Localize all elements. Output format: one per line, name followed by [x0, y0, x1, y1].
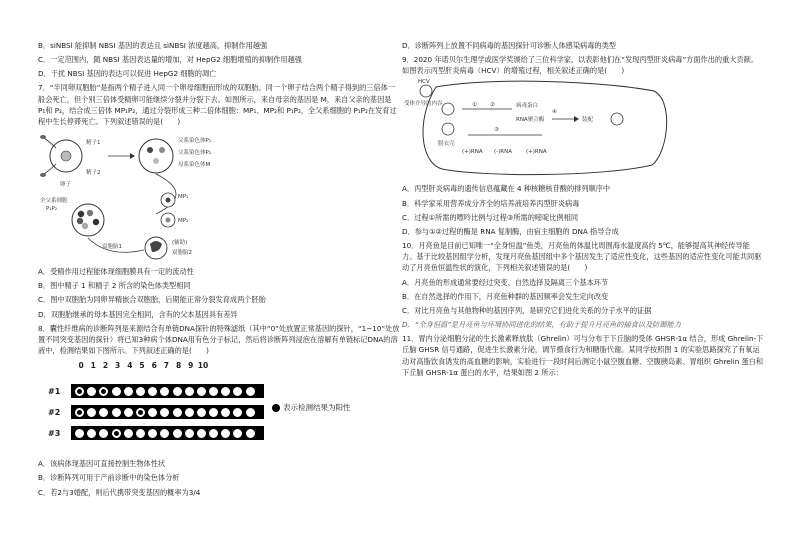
cell-mp2-label: MP₂: [178, 218, 189, 225]
plus-rna-1: (+)RNA: [462, 149, 483, 156]
all-father-label: 全父系细胞: [40, 198, 68, 205]
egg-label: 卵子: [60, 182, 72, 189]
q10-option-b: B．在自然选择的作用下，月亮鱼种群的基因频率会发生定向改变: [402, 291, 609, 301]
step3-label: ③: [494, 127, 499, 134]
negative-spot: [233, 429, 242, 438]
positive-spot: [75, 408, 84, 417]
twins1-label: 双胞胎1: [102, 244, 122, 251]
negative-spot: [173, 408, 182, 417]
q8-option-b: B．诊断阵列可用于产前诊断中的染色体分析: [38, 473, 180, 483]
positive-legend: [272, 402, 351, 414]
strip-number: 0: [78, 361, 84, 371]
negative-spot: [124, 387, 133, 396]
uncoat-label: 脱衣壳: [438, 141, 455, 148]
negative-spot: [209, 429, 218, 438]
twins2-label: 双胞胎2: [172, 250, 192, 257]
negative-spot: [173, 387, 182, 396]
strip-1: [71, 384, 264, 398]
negative-spot: [246, 387, 255, 396]
hcv-label: HCV: [418, 79, 430, 86]
q7-option-a: A．受精作用过程能体现细胞膜具有一定的流动性: [38, 267, 194, 277]
negative-spot: [87, 408, 96, 417]
positive-spot: [99, 387, 108, 396]
q9-stem: 9．2020 年诺贝尔生理学或医学奖颁给了三位科学家，以表彰他们在“发现丙型肝炎病毒”方面作出的重大贡献。如图表示丙型肝炎病毒（HCV）的增殖过程，相关叙述正确的是( ): [402, 55, 759, 76]
negative-spot: [136, 387, 145, 396]
legend-text: 表示检测结果为阳性: [283, 403, 351, 413]
strip-number: 9: [188, 361, 194, 371]
strip-label-3: #3: [48, 429, 61, 439]
cell-p1p2-label: P₁P₂: [46, 206, 58, 213]
strip-number: 1: [90, 361, 96, 371]
q9-option-c: C．过程①所需的嘌呤比例与过程③所需的嘧啶比例相同: [402, 212, 579, 222]
negative-spot: [197, 408, 206, 417]
negative-spot: [221, 408, 230, 417]
negative-spot: [87, 429, 96, 438]
strip-number: 4: [127, 361, 133, 371]
positive-dot-icon: [272, 404, 280, 412]
q10-stem: 10．月亮鱼是目前已知唯一“全身恒温”鱼类，月亮鱼的体温比周围海水温度高约 5℃，能够提高其神经传导能力。基于比较基因组学分析，发现月亮鱼基因组中多个基因发生了适应性变化，这些基因的适应性变化可能共同驱动了月亮鱼恒温性状的演化，下列相关叙述错误的是( ): [402, 241, 762, 273]
q7-stem: 7．“半同卵双胞胎”是指两个精子进入同一个卵母细胞而形成的双胞胎。同一个卵子结合两个精子得到的三倍体一般会死亡，但个别三倍体受精卵可能继续分裂并分裂下去。如图所示，来自母亲的基因是 M，来自父亲的基因是 P₁和 P₂，结合成三倍体 MP₁P₂，通过分裂形成三种二倍体细胞：MP₁、MP₂和 P₁P₂，全父系细胞的 P₁P₂在发育过程中生长停滞死亡。下列叙述错误的是( ): [38, 83, 397, 126]
q9-option-d: D．参与①②过程的酶是 RNA 复制酶，由宿主细胞的 DNA 指导合成: [402, 226, 619, 236]
negative-spot: [209, 387, 218, 396]
strip-3: [71, 426, 264, 440]
father-chr1-label: 父系染色体P₁: [178, 138, 212, 145]
q8-stem: 8．囊性纤维病的诊断阵列是来源结合有单链DNA探针的特殊滤纸（其中“0”处放置正常基因的探针，“1~10”处放置不同突变基因的探针）将已知3种病个体DNA用有色分子标记，然后将诊断阵列浸泡在溶解有单链标记DNA的溶液中，检测结果如下图所示。下列叙述正确的是( ): [38, 323, 400, 356]
negative-spot: [246, 408, 255, 417]
strip-number: 6: [151, 361, 157, 371]
strip-label-1: #1: [48, 387, 61, 397]
sperm2-label: 精子2: [86, 170, 101, 177]
q11-stem: 11．胃内分泌细胞分泌的生长激素释放肽（Ghrelin）可与分布于下丘脑的受体 GHSR-1α 结合，形成 Ghrelin-下丘脑 GHSR 信号通路，促进生长激素分泌，调节摄食行为和糖脂代谢。某同学按照图 1 的实验思路探究了有氧运动对高脂饮食诱发的高血糖的影响，实验进行一段时间后测定小鼠空腹血糖、空腹胰岛素、胃组织 Ghrelin 蛋白和下丘脑 GHSR-1α 蛋白的水平，结果如图 2 所示：: [402, 334, 764, 377]
negative-spot: [246, 429, 255, 438]
negative-spot: [160, 408, 169, 417]
negative-spot: [221, 387, 230, 396]
q10-option-a: A．月亮鱼的形成通常要经过突变、自然选择及隔离三个基本环节: [402, 277, 609, 287]
strip-number: 10: [197, 361, 209, 371]
negative-spot: [99, 429, 108, 438]
negative-spot: [209, 408, 218, 417]
strip-number: 2: [102, 361, 109, 371]
strip-number: 3: [115, 361, 121, 371]
q8-option-a: A．该病体现基因可直接控制生物体性状: [38, 459, 166, 469]
father-chr2-label: 父系染色体P₂: [178, 150, 212, 157]
assemble-label: 装配: [582, 117, 594, 124]
negative-spot: [160, 387, 169, 396]
negative-spot: [148, 387, 157, 396]
negative-spot: [197, 429, 206, 438]
negative-spot: [99, 408, 108, 417]
host-label: 受体介导的内吞: [404, 101, 443, 108]
strip-number: 5: [139, 361, 145, 371]
strip-label-2: #2: [48, 408, 61, 418]
q7-option-d: D．双胞胎继承的母本基因完全相同，含有的父本基因具有差异: [38, 309, 238, 319]
negative-spot: [173, 429, 182, 438]
negative-spot: [185, 387, 194, 396]
capsid-label: 病毒蛋白: [516, 103, 539, 110]
diagnostic-array-figure: [38, 360, 358, 452]
positive-spot: [112, 429, 121, 438]
negative-spot: [124, 429, 133, 438]
negative-spot: [136, 429, 145, 438]
step1-label: ①: [472, 102, 477, 109]
step4-label: ④: [552, 109, 557, 116]
negative-spot: [185, 408, 194, 417]
minus-rna: (-)RNA: [494, 149, 512, 156]
step2-label: ②: [490, 102, 495, 109]
negative-spot: [148, 408, 157, 417]
q10-option-c: C．对比月亮鱼与其他物种的基因序列，是研究它们进化关系的分子水平的证据: [402, 305, 652, 315]
q8-option-d: D．诊断阵列上放置不同病毒的基因探针可诊断人体感染病毒的类型: [402, 41, 616, 50]
enzyme-label: RNA聚合酶: [516, 117, 545, 124]
q6-option-d: D．干扰 NBSI 基因的表达可以促进 HepG2 细胞的凋亡: [38, 69, 217, 79]
strip-number: 8: [175, 361, 182, 371]
q6-option-b: B．siNBSl 能抑制 NBSI 基因的表达且 siNBSI 浓度越高，抑制作用越强: [38, 41, 268, 50]
negative-spot: [185, 429, 194, 438]
negative-spot: [233, 387, 242, 396]
cell-mp1-label: MP₁: [178, 194, 189, 201]
positive-spot: [75, 387, 84, 396]
strip-number: 7: [163, 361, 170, 371]
negative-spot: [75, 429, 84, 438]
q10-option-d: D．“全身恒温”是月亮鱼与环境协同进化的结果，有助于提升月亮鱼的捕食以及防御能力: [402, 320, 681, 330]
right-column: [402, 40, 764, 381]
left-column: [38, 40, 400, 501]
negative-spot: [221, 429, 230, 438]
q6-option-c: C．一定范围内，随 NBSI 基因表达量的增加，对 HepG2 细胞增殖的抑制作用越强: [38, 55, 302, 65]
q7-option-b: B．图中精子 1 和精子 2 所含的染色体类型相同: [38, 281, 191, 291]
negative-spot: [148, 429, 157, 438]
negative-spot: [124, 408, 133, 417]
q7-figure: [38, 130, 400, 262]
plus-rna-2: (+)RNA: [526, 149, 547, 156]
sperm1-label: 精子1: [86, 140, 101, 147]
negative-spot: [197, 387, 206, 396]
mixed-label: (辅助): [172, 240, 188, 247]
negative-spot: [112, 408, 121, 417]
strip-2: [71, 405, 264, 419]
negative-spot: [160, 429, 169, 438]
negative-spot: [87, 387, 96, 396]
positive-spot: [136, 408, 145, 417]
negative-spot: [233, 408, 242, 417]
strip-numbers: [75, 360, 209, 372]
q9-option-b: B．科学家采用营养成分齐全的培养液培养丙型肝炎病毒: [402, 198, 580, 208]
mother-chr-label: 母系染色体M: [178, 162, 211, 169]
negative-spot: [112, 387, 121, 396]
q7-option-c: C．图中双胞胎为同卵异精嵌合双胞胎，后期能正常分裂发育成两个胚胎: [38, 295, 266, 305]
q9-option-a: A．丙型肝炎病毒的遗传信息蕴藏在 4 种核糖核苷酸的排列顺序中: [402, 184, 611, 194]
hcv-figure: [402, 79, 764, 179]
q8-option-c: C．若2与3婚配，则后代携带突变基因的概率为3/4: [38, 487, 201, 497]
